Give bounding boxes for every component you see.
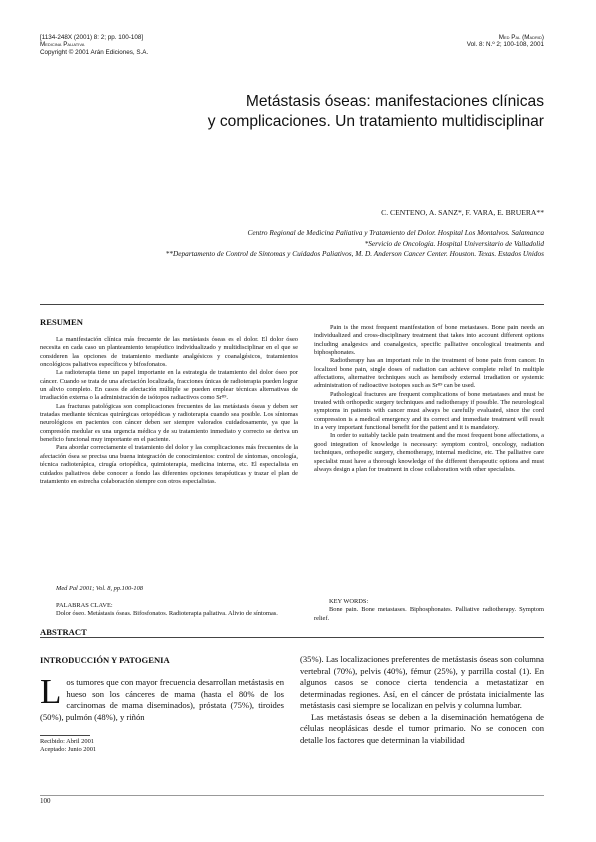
abstract-body [314, 324, 544, 474]
abstract-paragraph: Pathological fractures are frequent complications of bone metastases and must be treated with orthopedic surgery techniques and radiotherapy if possible. The neurological symptoms in patients with cancer must always be carefully evaluated, since the cord compression is a medical emergency and its correct and immediate treatment will result in a very important functional benefit for the patient and it is mandatory. [314, 390, 544, 432]
abstract-paragraph: In order to suitably tackle pain treatment and the most frequent bone affectations, a good integration of knowledge is necessary: symptom control, oncology, radiation techniques, orthopedic surgery, chemotherapy, internal medicine, etc. The palliative care specialist must have a thorough knowledge of the different therapeutic options and must always design a plan for treatment in close collaboration with other specialists. [314, 432, 544, 473]
footnote-dates [40, 738, 96, 753]
title-line-2: y complicaciones. Un tratamiento multidisciplinar [207, 112, 544, 130]
palabras-clave-text: Dolor óseo. Metástasis óseas. Bifosfonatos. Radioterapia paliativa. Alivio de síntomas. [56, 610, 278, 618]
key-words-label: KEY WORDS: [329, 598, 369, 605]
title-line-1: Metástasis óseas: manifestaciones clínicas [245, 93, 544, 110]
accepted-date: Aceptado: Junio 2001 [40, 745, 97, 753]
journal-abbrev: Med Pal (Madrid) [498, 34, 544, 41]
journal-name: Medicina Paliativa [40, 41, 85, 49]
resumen-body [40, 336, 298, 486]
page-number: 100 [40, 797, 51, 805]
citation: Med Pal 2001; Vol. 8, pp.100-108 [56, 585, 143, 592]
resumen-paragraph: Para abordar correctamente el tratamiento del dolor y las complicaciones más frecuentes de la afectación ósea se precisa una buena integración de conocimientos: control de síntomas, oncología, técnica radioterápica, cirugía ortopédica, quimioterapia, medicina interna, etc. El especialista en cuidados paliativos debe conocer a fondo las diferentes opciones terapéuticas y trazar el plan de tratamiento en estrecha colaboración siempre con otros especialistas. [40, 444, 298, 485]
intro-heading: INTRODUCCIÓN Y PATOGENIA [40, 655, 170, 665]
bottom-rule [40, 637, 544, 638]
intro-left-text: os tumores que con mayor frecuencia desarrollan metástasis en hueso son los cánceres de mama (hasta el 80% de los carcinomas de mama diseminados), próstata (75%), tiroides (50%), pulmón (48%), y riñón [40, 677, 284, 722]
intro-paragraph: (35%). Las localizaciones preferentes de metástasis óseas son columna vertebral (70%), pelvis (40%), fémur (25%), y parrilla costal (1). En algunos casos se conoce cierta tendencia a metastatizar en determinadas regiones. Así, en el cáncer de próstata inicialmente las metástasis casi siempre se localizan en pelvis y columna lumbar. [300, 654, 544, 710]
journal-header-right [467, 34, 544, 49]
affiliation-2: *Servicio de Oncología. Hospital Universitario de Valladolid [364, 239, 544, 248]
resumen-heading: RESUMEN [40, 317, 83, 327]
copyright: Copyright © 2001 Arán Ediciones, S.A. [40, 48, 149, 56]
received-date: Recibido: Abril 2001 [40, 738, 94, 745]
abstract-paragraph: Pain is the most frequent manifestation of bone metastases. Bone pain needs an individualized and cross-disciplinary treatment that takes into account different options including analgesics and coanalgesics, specific palliative oncological treatments and biphosphonates. [314, 324, 544, 357]
intro-paragraph: Las metástasis óseas se deben a la diseminación hematógena de células neoplásicas desde el tumor primario. No se conocen con detalle los factores que determinan la viabilidad [300, 711, 544, 745]
palabras-clave-label: PALABRAS CLAVE: [56, 602, 113, 609]
abstract-heading: ABSTRACT [40, 627, 87, 637]
article-title [84, 92, 544, 131]
intro-left-column [40, 672, 284, 723]
resumen-paragraph: Las fracturas patológicas son complicaciones frecuentes de las metástasis óseas y deben ser tratadas mediante técnicas quirúrgicas ortopédicas y radioterapia cuando sea posible. Los síntomas neurológicos en pacientes con cáncer deben ser siempre valorados cuidadosamente, ya que la compresión medular es una urgencia médica y de su tratamiento inmediato y correcto se deriva un beneficio funcional muy importante en el paciente. [40, 402, 298, 444]
volume-info: Vol. 8: N.º 2; 100-108, 2001 [466, 41, 544, 49]
footer-rule [40, 795, 544, 796]
footnote-rule [40, 735, 90, 736]
journal-issn: [1134-248X (2001) 8: 2; pp. 100-108] [40, 34, 144, 41]
abstract-paragraph: Radiotherapy has an important role in the treatment of bone pain from cancer. In localized bone pain, single doses of radiation can achieve complete relief In multiple affectations, alternative techniques such as hemibody external irradiation or systemic administration of radioactive isotopes such as Sr⁸⁹ can be used. [314, 357, 544, 390]
affiliation-1: Centro Regional de Medicina Paliativa y Tratamiento del Dolor. Hospital Los Montalvos. Salamanca [247, 228, 544, 237]
dropcap-letter: L [40, 672, 62, 711]
resumen-paragraph: La manifestación clínica más frecuente de las metástasis óseas es el dolor. El dolor óseo necesita en cada caso un planteamiento terapéutico individualizado y multidisciplinar en el que se consideren las opciones de tratamiento mediante analgésicos y coanalgésicos, tratamientos oncológicos paliativos específicos y bifosfonatos. [40, 336, 298, 369]
key-words [314, 598, 544, 623]
authors: C. CENTENO, A. SANZ*, F. VARA, E. BRUERA** [381, 208, 544, 217]
intro-right-column [300, 654, 544, 746]
key-words-text: Bone pain. Bone metastases. Biphosphonates. Palliative radiotherapy. Symptom relief. [314, 606, 544, 622]
affiliation-3: **Departamento de Control de Síntomas y Cuidados Paliativos, M. D. Anderson Cancer Center. Houston. Texas. Estados Unidos [165, 249, 544, 258]
resumen-paragraph: La radioterapia tiene un papel importante en la estrategia de tratamiento del dolor óseo por cáncer. Cuando se trata de una afectación localizada, fracciones únicas de radioterapia pueden lograr un alivio completo. En casos de afectación múltiple se pueden emplear técnicas alternativas de irradiación externa o la administración de isótopos radiactivos como Sr⁸⁹. [40, 369, 298, 402]
journal-header-left [40, 34, 148, 56]
top-rule [40, 304, 544, 305]
palabras-clave [40, 602, 298, 619]
